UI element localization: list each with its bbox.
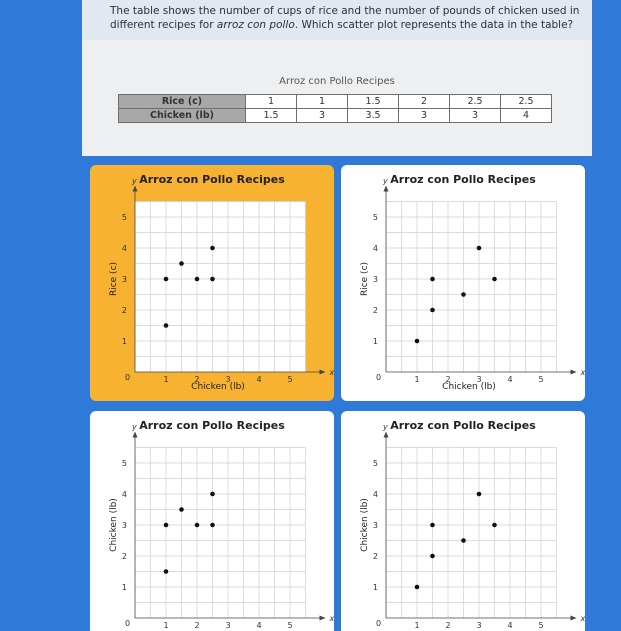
data-point	[210, 523, 215, 528]
y-tick-label: 1	[372, 337, 378, 346]
y-tick-label: 4	[121, 244, 127, 253]
answer-choice-b[interactable]	[341, 165, 585, 401]
y-tick-label: 5	[121, 213, 127, 222]
answer-choice-c[interactable]	[90, 411, 334, 631]
row-header-chicken: Chicken (lb)	[119, 109, 246, 123]
x-tick-label: 4	[256, 621, 262, 630]
data-point	[492, 277, 497, 282]
x-axis-arrow	[320, 370, 326, 375]
data-point	[210, 277, 215, 282]
data-point	[430, 277, 435, 282]
x-tick-label: 3	[225, 621, 231, 630]
y-tick-label: 4	[372, 244, 378, 253]
data-point	[179, 261, 184, 266]
data-point	[477, 246, 482, 251]
y-tick-label: 5	[372, 213, 378, 222]
x-tick-label: 3	[476, 375, 482, 384]
table-cell: 1.5	[348, 95, 399, 109]
data-point	[210, 492, 215, 497]
y-tick-label: 4	[372, 490, 378, 499]
table-row-chicken	[119, 109, 552, 123]
scatter-plot	[341, 411, 585, 631]
x-axis-letter: x	[329, 614, 334, 623]
data-point	[210, 246, 215, 251]
x-axis-arrow	[571, 370, 577, 375]
scatter-plot	[90, 411, 334, 631]
x-tick-label: 5	[538, 375, 544, 384]
data-point	[430, 308, 435, 313]
y-tick-label: 2	[121, 552, 127, 561]
plot-area	[135, 202, 306, 373]
row-header-rice: Rice (c)	[119, 95, 246, 109]
data-point	[461, 292, 466, 297]
y-tick-label: 3	[121, 275, 127, 284]
scatter-plot	[90, 165, 334, 401]
data-point	[164, 277, 169, 282]
x-axis-arrow	[320, 616, 326, 621]
x-tick-label: 4	[507, 621, 513, 630]
x-tick-label: 1	[163, 621, 169, 630]
data-point	[415, 585, 420, 590]
table-cell: 2	[399, 95, 450, 109]
question-text-italic: arroz con pollo	[216, 19, 295, 31]
data-table	[118, 94, 552, 123]
table-cell: 3	[450, 109, 501, 123]
table-row-rice	[119, 95, 552, 109]
data-point	[179, 507, 184, 512]
x-axis-title: Chicken (lb)	[191, 382, 245, 392]
chart-title: Arroz con Pollo Recipes	[139, 173, 285, 186]
origin-label: 0	[376, 619, 382, 628]
x-tick-label: 5	[287, 621, 293, 630]
question-text	[82, 0, 592, 40]
plot-area	[386, 202, 557, 373]
data-point	[164, 569, 169, 574]
question-text-end: . Which scatter plot represents the data in the table?	[294, 19, 574, 31]
y-tick-label: 1	[121, 337, 127, 346]
table-cell: 3.5	[348, 109, 399, 123]
question-panel	[82, 0, 592, 156]
x-tick-label: 3	[476, 621, 482, 630]
y-tick-label: 4	[121, 490, 127, 499]
chart-title: Arroz con Pollo Recipes	[390, 173, 536, 186]
x-tick-label: 2	[445, 375, 451, 384]
y-axis-arrow	[133, 432, 138, 438]
table-cell: 1	[246, 95, 297, 109]
data-point	[477, 492, 482, 497]
y-tick-label: 1	[121, 583, 127, 592]
origin-label: 0	[376, 373, 382, 382]
answer-choice-a[interactable]	[90, 165, 334, 401]
y-tick-label: 3	[121, 521, 127, 530]
plot-area	[135, 448, 306, 619]
table-cell: 1	[297, 95, 348, 109]
scatter-plot	[341, 165, 585, 401]
data-point	[195, 277, 200, 282]
y-axis-letter: y	[383, 422, 388, 432]
y-tick-label: 3	[372, 275, 378, 284]
x-tick-label: 1	[163, 375, 169, 384]
y-axis-title: Chicken (lb)	[109, 498, 119, 552]
answer-choice-d[interactable]	[341, 411, 585, 631]
chart-title: Arroz con Pollo Recipes	[390, 419, 536, 432]
y-axis-title: Rice (c)	[360, 261, 370, 297]
x-tick-label: 2	[194, 621, 200, 630]
data-point	[430, 554, 435, 559]
y-axis-letter: y	[132, 176, 137, 186]
x-axis-title: Chicken (lb)	[442, 382, 496, 392]
plot-area	[386, 448, 557, 619]
y-axis-title: Chicken (lb)	[360, 498, 370, 552]
x-axis-letter: x	[329, 368, 334, 377]
data-point	[164, 523, 169, 528]
x-tick-label: 2	[445, 621, 451, 630]
x-tick-label: 2	[194, 375, 200, 384]
data-point	[461, 538, 466, 543]
y-tick-label: 1	[372, 583, 378, 592]
y-tick-label: 2	[372, 552, 378, 561]
table-cell: 2.5	[450, 95, 501, 109]
x-tick-label: 4	[256, 375, 262, 384]
x-axis-letter: x	[580, 614, 585, 623]
y-axis-arrow	[133, 186, 138, 192]
y-axis-arrow	[384, 186, 389, 192]
x-tick-label: 4	[507, 375, 513, 384]
y-tick-label: 5	[372, 459, 378, 468]
y-tick-label: 5	[121, 459, 127, 468]
x-tick-label: 3	[225, 375, 231, 384]
chart-title: Arroz con Pollo Recipes	[139, 419, 285, 432]
table-title: Arroz con Pollo Recipes	[279, 76, 395, 87]
x-axis-letter: x	[580, 368, 585, 377]
table-cell: 1.5	[246, 109, 297, 123]
y-axis-title: Rice (c)	[109, 261, 119, 297]
data-point	[430, 523, 435, 528]
question-text-start: The table shows the number of cups of rice and the number of pounds of chicken used in different recipes for	[110, 5, 580, 31]
x-axis-arrow	[571, 616, 577, 621]
data-point	[164, 323, 169, 328]
table-cell: 3	[399, 109, 450, 123]
x-tick-label: 5	[538, 621, 544, 630]
origin-label: 0	[125, 619, 131, 628]
table-cell: 4	[501, 109, 552, 123]
y-axis-letter: y	[383, 176, 388, 186]
y-tick-label: 2	[372, 306, 378, 315]
data-point	[415, 339, 420, 344]
table-cell: 2.5	[501, 95, 552, 109]
y-tick-label: 3	[372, 521, 378, 530]
x-tick-label: 5	[287, 375, 293, 384]
origin-label: 0	[125, 373, 131, 382]
y-axis-arrow	[384, 432, 389, 438]
data-point	[195, 523, 200, 528]
data-point	[492, 523, 497, 528]
x-tick-label: 1	[414, 375, 420, 384]
y-tick-label: 2	[121, 306, 127, 315]
y-axis-letter: y	[132, 422, 137, 432]
x-tick-label: 1	[414, 621, 420, 630]
table-cell: 3	[297, 109, 348, 123]
